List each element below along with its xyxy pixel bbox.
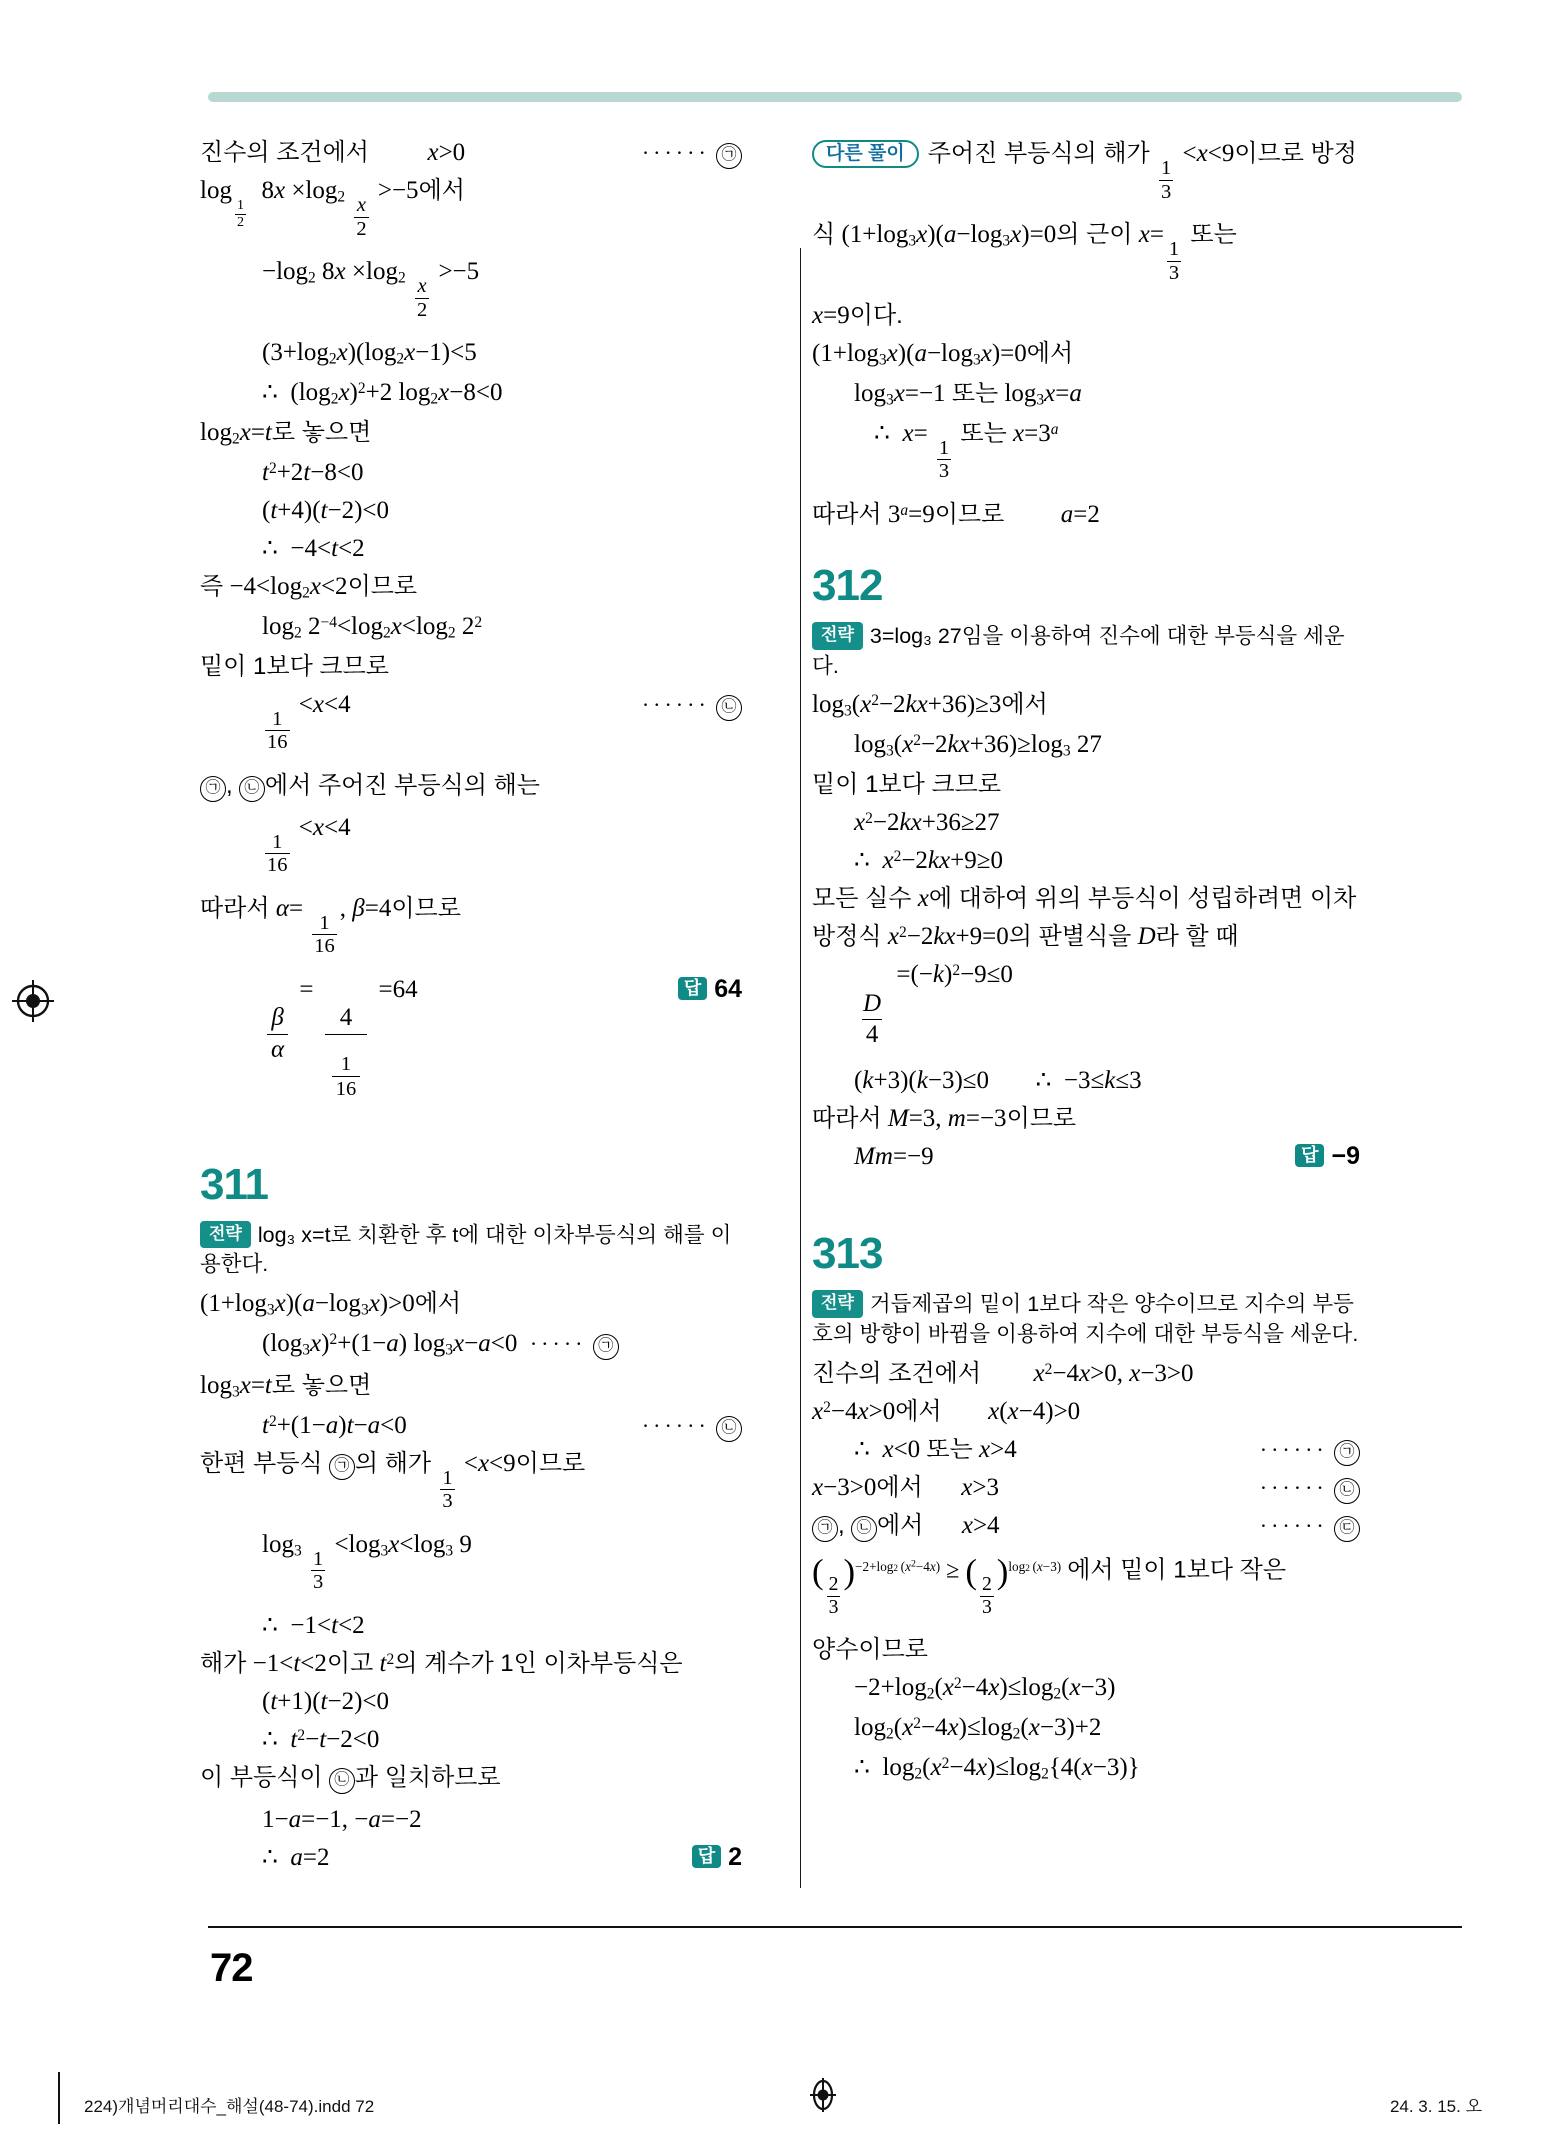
- solution-line: $x^2-2kx+36\ge 27$: [854, 809, 1000, 837]
- solution-line: (k+3)(k−3)≤0 ∴ −3≤k≤3: [854, 1067, 1142, 1095]
- strategy-chip: 전략: [200, 1221, 251, 1249]
- solution-line: $-\log_2$ $8x \times\log_2$ $\frac{x}{2}$ >−5: [262, 258, 480, 321]
- solution-line: $\frac{1}{16}$ <x<4 ······ ㉡: [200, 692, 742, 753]
- solution-line: ( $\frac{2}{3}$ )$^{-2+log2 (x^2-4x)}$ ≥ ( $\frac{2}{3}$ )$^{log2 (x-3)}$ 에서 밑이 1보다 작은: [812, 1552, 1287, 1618]
- other-solution-chip: 다른 풀이: [812, 140, 919, 168]
- solution-line: 한편 부등식 ㉠ 의 해가 $\frac{1}{3}$ <x<9이므로: [200, 1449, 586, 1513]
- strategy-313: [812, 1289, 1360, 1349]
- strategy-312: [812, 621, 1360, 681]
- solution-line: log $\frac{1}{2}$ $8x \times\log_2$ $\frac{x}{2}$ >−5에서: [200, 177, 465, 240]
- solution-line: 식 $(1+\log_3x)(a-\log_3x)=0$의 근이 x= $\frac{1}{3}$ 또는: [812, 221, 1237, 284]
- problem-number-311: 311: [200, 1159, 268, 1209]
- solution-line: $\log_2(x^2-4x)\le\log_2(x-3)+2$: [854, 1714, 1102, 1743]
- solution-line: 밑이 1보다 크므로: [812, 771, 1002, 799]
- answer-value: 64: [714, 974, 743, 1003]
- ref-mark-1: ㉠: [1334, 1440, 1360, 1466]
- solution-line: ㉠ , ㉡ 에서 주어진 부등식의 해는: [200, 773, 742, 802]
- problem-number-312: 312: [812, 560, 883, 610]
- solution-line: 양수이므로: [812, 1636, 928, 1664]
- solution-line: ∴ x= $\frac{1}{3}$ 또는 $x=3^a$: [874, 419, 1059, 483]
- answer-badge: 답: [692, 1845, 721, 1868]
- answer-310: [678, 974, 743, 1003]
- solution-line: $\frac{\beta}{\alpha}$ = $\frac{4}{\frac{1}{16}}$ =64 답 64: [200, 977, 742, 1100]
- solution-line: 방정식 $x^2-2kx+9=0$의 판별식을 D라 할 때: [812, 923, 1239, 951]
- solution-line: $\log_2x=t$로 놓으면: [200, 418, 372, 448]
- ref-mark-1-inline: ㉠: [200, 776, 226, 802]
- solution-line: $(3+\log_2x)(\log_2x-1)<5$: [262, 339, 477, 368]
- solution-line: $x^2-4x>0$에서 x(x−4)>0: [812, 1398, 1081, 1426]
- solution-310: [200, 140, 742, 1126]
- solution-line: $(1+\log_3x)(a-\log_3x)=0$에서: [812, 340, 1074, 369]
- solution-line: $\log_3(x^2-2kx+36)\ge\log_3$ 27: [854, 731, 1102, 760]
- solution-line: x=9이다.: [812, 302, 903, 329]
- solution-line: 이 부등식이 ㉡ 과 일치하므로: [200, 1765, 742, 1794]
- strategy-chip: 전략: [812, 622, 863, 650]
- footer-timestamp: 24. 3. 15. 오: [1389, 2097, 1482, 2116]
- strategy-chip: 전략: [812, 1290, 863, 1318]
- solution-line: 진수의 조건에서 x>0 ······ ㉠: [200, 140, 742, 165]
- solution-line: 진수의 조건에서 $x^2-4x>0$, x−3>0: [812, 1360, 1194, 1388]
- solution-line: $t^2+2t-8<0$: [262, 458, 364, 486]
- answer-badge: 답: [678, 977, 707, 1000]
- answer-badge: 답: [1295, 1144, 1324, 1167]
- strategy-text: log₃ x=t로 치환한 후 t에 대한 이차부등식의 해를 이용한다.: [200, 1222, 732, 1277]
- answer-312: [1295, 1144, 1360, 1169]
- ref-mark-1: ㉠: [716, 143, 742, 169]
- solution-line: $\frac{1}{16}$ <x<4: [267, 813, 351, 877]
- solution-line: $t^2+(1-a)t-a<0$ ······ ㉡: [200, 1413, 742, 1438]
- solution-line: ∴ $\log_2(x^2-4x)\le\log_2\{4(x-3)\}$: [854, 1754, 1140, 1783]
- ref-mark-1: ㉠: [593, 1334, 619, 1360]
- problem-312: [812, 561, 1360, 1196]
- registration-mark-bottom: [806, 2078, 840, 2112]
- solution-line: $\log_2 2^{-4}<\log_2x<\log_2$ $2^2$: [262, 612, 483, 642]
- solution-line: $\log_3x=t$로 놓으면: [200, 1372, 372, 1401]
- solution-line: $\log_3(x^2-2kx+36)\ge 3$에서: [812, 691, 1048, 720]
- answer-311: [692, 1842, 743, 1871]
- problem-number-313: 313: [812, 1229, 883, 1279]
- answer-value: −9: [1331, 1142, 1360, 1171]
- solution-line: 1−a=−1, −a=−2: [262, 1805, 422, 1833]
- ref-mark-2: ㉡: [1334, 1478, 1360, 1504]
- ref-mark-2: ㉡: [716, 695, 742, 721]
- solution-line: $\frac{D}{4}$ $=(-k)^2-9\le 0$: [863, 961, 1013, 1049]
- solution-line: ∴ $(\log_2x)^2+2$ $\log_2x-8<0$: [262, 378, 503, 408]
- solution-line: ㉠ , ㉡ 에서 x>4 ······ ㉢: [812, 1513, 1360, 1542]
- solution-line: Mm=−9 답 −9: [854, 1142, 1360, 1171]
- solution-line: 다른 풀이 주어진 부등식의 해가 $\frac{1}{3}$ <x<9이므로 방정: [812, 140, 1360, 202]
- problem-311: [200, 1160, 742, 1883]
- solution-line: $(\log_3x)^2+(1-a)$ $\log_3x-a<0$ ····· ㉠: [200, 1331, 742, 1360]
- left-column: [200, 140, 770, 1900]
- solution-line: x−3>0에서 x>3 ······ ㉡: [812, 1475, 1360, 1500]
- ref-mark-3: ㉢: [1334, 1516, 1360, 1542]
- solution-line: ∴ a=2 답 2: [262, 1842, 743, 1871]
- problem-313: [812, 1229, 1360, 1782]
- solution-line: ∴ −1<t<2: [262, 1611, 365, 1639]
- ref-mark-2: ㉡: [716, 1416, 742, 1442]
- registration-mark-left: [12, 980, 54, 1022]
- solution-line: $(1+\log_3x)(a-\log_3x)>0$에서: [200, 1290, 462, 1319]
- ref-mark-2-inline: ㉡: [239, 776, 265, 802]
- bottom-rule: [208, 1926, 1462, 1928]
- solution-line: 따라서 α= $\frac{1}{16}$ , β=4이므로: [200, 894, 461, 958]
- two-column-body: [200, 140, 1360, 1900]
- solution-line: ∴ x<0 또는 x>4 ······ ㉠: [812, 1437, 1360, 1462]
- strategy-text: 거듭제곱의 밑이 1보다 작은 양수이므로 지수의 부등호의 방향이 바뀜을 이용하여 지수에 대한 부등식을 세운다.: [812, 1292, 1359, 1347]
- solution-line: ∴ $x^2-2kx+9\ge 0$: [854, 847, 1003, 875]
- solution-line: $\log_3x=-1$ 또는 $\log_3x=a$: [854, 379, 1082, 409]
- strategy-text: 3=log₃ 27임을 이용하여 진수에 대한 부등식을 세운다.: [812, 623, 1345, 678]
- solution-line: 밑이 1보다 크므로: [200, 652, 389, 680]
- other-solution-311: [812, 140, 1360, 527]
- answer-value: 2: [728, 1842, 743, 1871]
- solution-line: ∴ $t^2-t-2<0$: [262, 1725, 380, 1753]
- solution-line: 따라서 $3^a=9$이므로 a=2: [812, 500, 1100, 528]
- solution-line: 해가 −1<t<2이고 $t^2$의 계수가 1인 이차부등식은: [200, 1649, 683, 1677]
- page-number: 72: [210, 1946, 253, 1990]
- solution-line: 따라서 M=3, m=−3이므로: [812, 1105, 1077, 1133]
- top-accent-bar: [208, 92, 1462, 102]
- solution-line: $-2+\log_2(x^2-4x)\le\log_2(x-3)$: [854, 1674, 1116, 1703]
- solution-line: (t+4)(t−2)<0: [262, 496, 390, 524]
- solution-line: 즉 $-4<\log_2x<2$이므로: [200, 572, 418, 602]
- solution-line: 모든 실수 x에 대하여 위의 부등식이 성립하려면 이차: [812, 885, 1357, 913]
- solution-line: (t+1)(t−2)<0: [262, 1687, 390, 1715]
- solution-line: $\log_3$ $\frac{1}{3}$ $<\log_3x<\log_3$ 9: [262, 1530, 472, 1594]
- footer-crop-mark: [58, 2072, 60, 2124]
- footer-filename: 224)개념머리대수_해설(48-74).indd 72: [84, 2097, 375, 2116]
- right-column: [770, 140, 1360, 1900]
- solution-line: ∴ −4<t<2: [262, 534, 365, 562]
- strategy-311: [200, 1220, 742, 1280]
